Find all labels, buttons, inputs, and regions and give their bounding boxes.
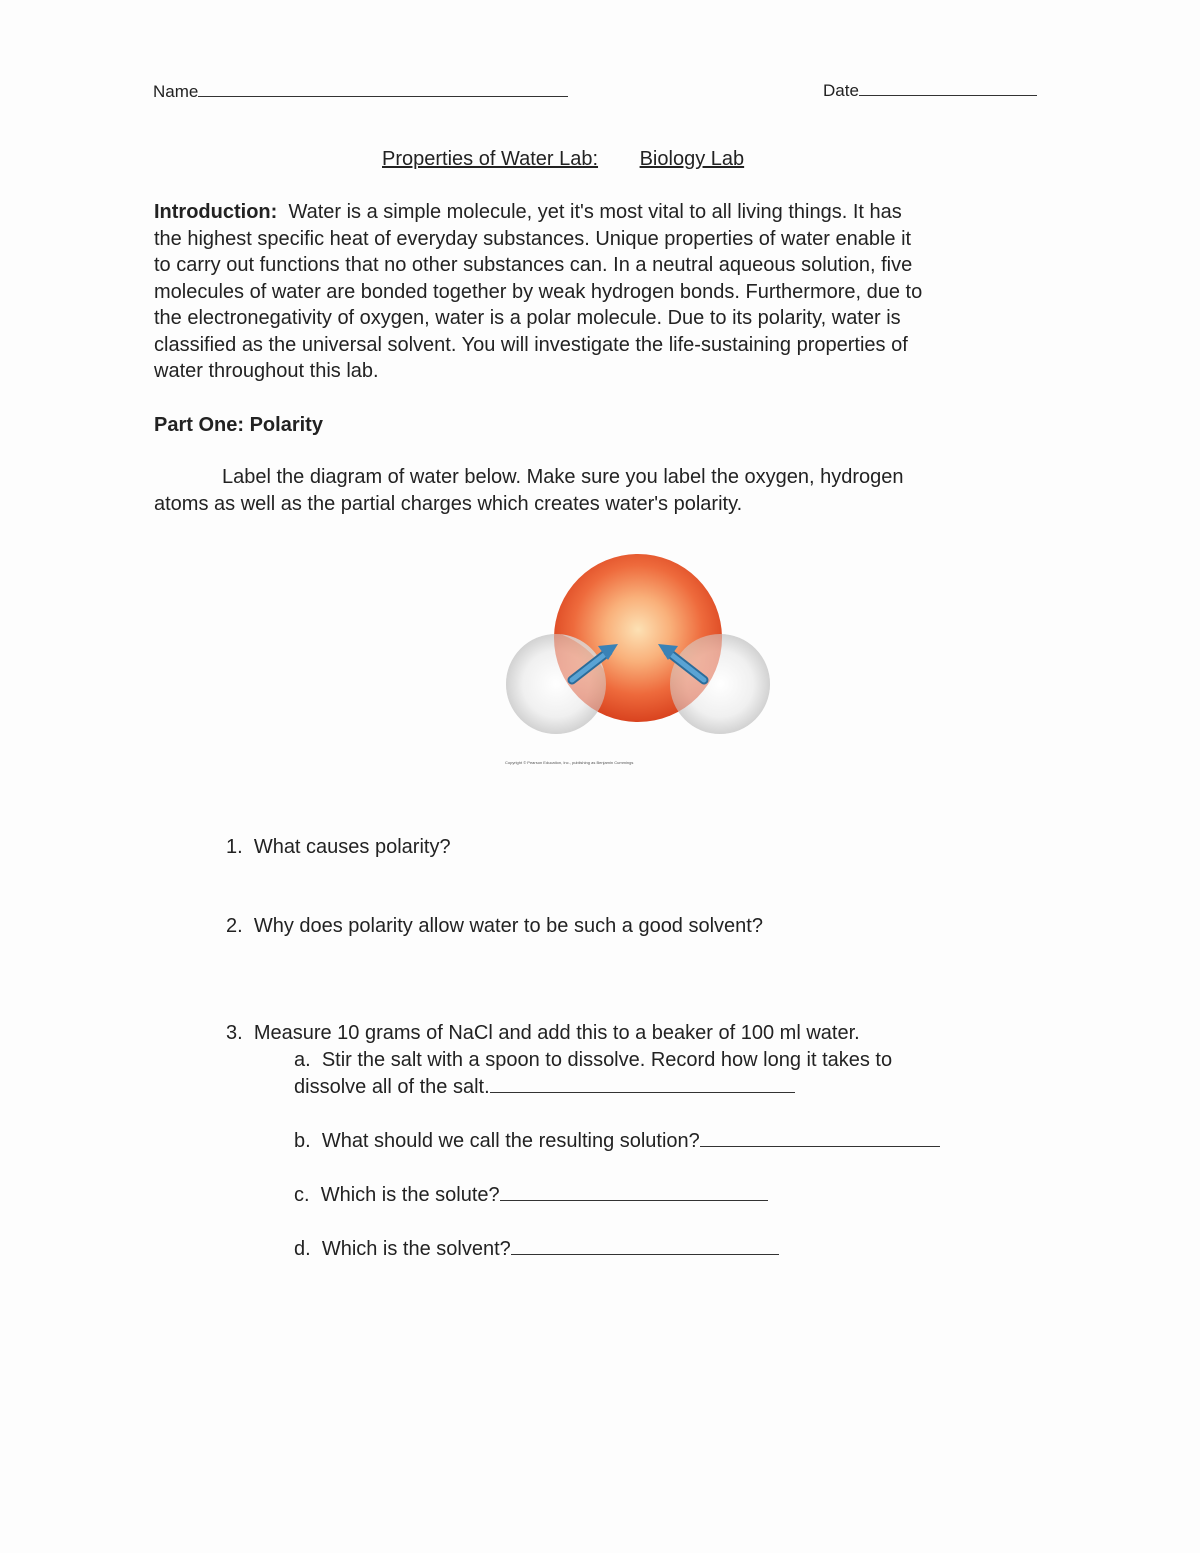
name-label: Name (153, 82, 199, 101)
question-3b: b. What should we call the resulting solution? (294, 1130, 940, 1153)
water-molecule-diagram (500, 552, 780, 772)
figure-caption: Copyright © Pearson Education, Inc., publishing as Benjamin Cummings (505, 760, 634, 765)
intro-line-5: the electronegativity of oxygen, water is a polar molecule. Due to its polarity, water is (154, 307, 901, 329)
answer-line-3a[interactable] (490, 1092, 795, 1093)
introduction-paragraph (154, 199, 1054, 385)
intro-line-2: the highest specific heat of everyday substances. Unique properties of water enable it (154, 227, 912, 250)
part-one-heading: Part One: Polarity (154, 414, 323, 436)
part-one-instruction-line1: Label the diagram of water below. Make sure you label the oxygen, hydrogen (222, 466, 904, 488)
part-one-instruction-line2: atoms as well as the partial charges which creates water's polarity. (154, 493, 743, 515)
answer-line-3b[interactable] (700, 1146, 940, 1147)
question-3d: d. Which is the solvent? (294, 1238, 779, 1261)
answer-line-3d[interactable] (511, 1254, 779, 1255)
question-3c: c. Which is the solute? (294, 1184, 768, 1207)
name-input-line[interactable] (198, 96, 568, 97)
date-input-line[interactable] (859, 95, 1037, 96)
question-3a: a. Stir the salt with a spoon to dissolve. Record how long it takes to (294, 1049, 893, 1071)
intro-line-4: molecules of water are bonded together by weak hydrogen bonds. Furthermore, due to (154, 280, 923, 303)
name-field-row (153, 82, 568, 102)
question-3a-continued: dissolve all of the salt. (294, 1076, 795, 1099)
question-3: 3. Measure 10 grams of NaCl and add this to a beaker of 100 ml water. (226, 1022, 860, 1044)
intro-line-7: water throughout this lab. (154, 360, 379, 382)
title-part2: Biology Lab (639, 148, 745, 170)
intro-line-3: to carry out functions that no other substances can. In a neutral aqueous solution, five (154, 254, 913, 276)
page-title (382, 148, 744, 171)
title-part1: Properties of Water Lab: (382, 148, 599, 170)
question-2: 2. Why does polarity allow water to be such a good solvent? (226, 915, 763, 937)
date-field-row (823, 81, 1037, 101)
answer-line-3c[interactable] (500, 1200, 768, 1201)
date-label: Date (823, 81, 859, 100)
intro-line-6: classified as the universal solvent. You will investigate the life-sustaining properties of (154, 333, 908, 356)
intro-line-1: Introduction: Water is a simple molecule, yet it's most vital to all living things. It has (154, 201, 902, 223)
intro-label: Introduction: (154, 201, 278, 223)
question-1: 1. What causes polarity? (226, 836, 451, 858)
